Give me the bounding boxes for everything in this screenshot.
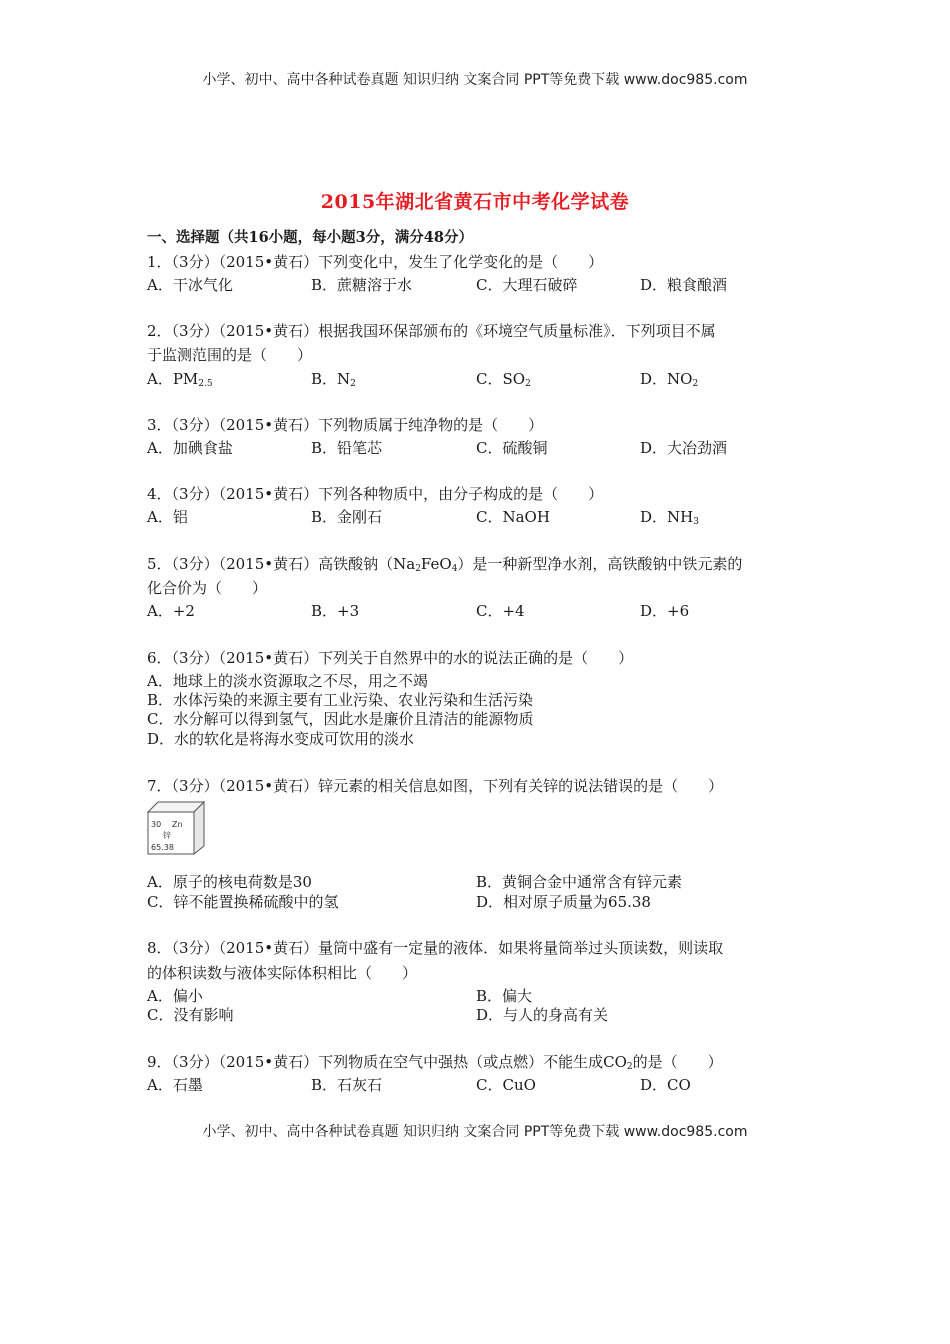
- q8-option-b: B．偏大: [476, 987, 533, 1005]
- q5-option-a: A．+2: [147, 602, 195, 620]
- q2-option-a: A．$PM_{2.5}$: [147, 370, 213, 389]
- q9-option-b: B．石灰石: [311, 1076, 383, 1094]
- q7-option-b: B．黄铜合金中通常含有锌元素: [476, 873, 683, 891]
- q2-option-b: B．$N_2$: [311, 370, 356, 389]
- question-5-stem-line1: 5．（3分）（2015•黄石）高铁酸钠$(Na_2FeO_4)$是一种新型净水剂，高铁酸钠中铁元素的: [147, 555, 743, 574]
- zinc-name: 锌: [163, 831, 171, 840]
- q4-option-c: C．NaOH: [476, 508, 550, 526]
- section-heading: 一、选择题（共16小题，每小题3分，满分48分）: [147, 229, 473, 246]
- q3-option-a: A．加碘食盐: [147, 439, 233, 457]
- q6-option-d: D．水的软化是将海水变成可饮用的淡水: [147, 730, 415, 748]
- q8-option-a: A．偏小: [147, 987, 203, 1005]
- question-4-stem: 4．（3分）（2015•黄石）下列各种物质中，由分子构成的是（ ）: [147, 485, 604, 503]
- q9-option-c: C．CuO: [476, 1076, 536, 1094]
- q6-option-a: A．地球上的淡水资源取之不尽，用之不竭: [147, 672, 428, 690]
- question-2-stem-line2: 于监测范围的是（ ）: [147, 346, 313, 364]
- question-1-stem: 1．（3分）（2015•黄石）下列变化中，发生了化学变化的是（ ）: [147, 253, 604, 271]
- question-8-stem-line2: 的体积读数与液体实际体积相比（ ）: [147, 964, 418, 982]
- q9-option-a: A．石墨: [147, 1076, 203, 1094]
- q7-option-c: C．锌不能置换稀硫酸中的氢: [147, 893, 339, 911]
- q3-option-b: B．铅笔芯: [311, 439, 383, 457]
- q8-option-c: C．没有影响: [147, 1006, 234, 1024]
- q5-option-d: D．+6: [640, 602, 690, 620]
- page-footer: 小学、初中、高中各种试卷真题 知识归纳 文案合同 PPT等免费下载 www.doc985.com: [202, 1124, 748, 1140]
- q1-option-d: D．粮食酿酒: [640, 276, 728, 294]
- question-5-stem-line2: 化合价为（ ）: [147, 579, 268, 597]
- q2-option-c: C．$SO_2$: [476, 370, 531, 389]
- q7-option-d: D．相对原子质量为65.38: [476, 893, 651, 911]
- q8-option-d: D．与人的身高有关: [476, 1006, 609, 1024]
- q1-option-c: C．大理石破碎: [476, 276, 578, 294]
- q4-option-d: D．$NH_3$: [640, 508, 699, 527]
- q1-option-a: A．干冰气化: [147, 276, 233, 294]
- q6-option-b: B．水体污染的来源主要有工业污染、农业污染和生活污染: [147, 691, 534, 709]
- question-3-stem: 3．（3分）（2015•黄石）下列物质属于纯净物的是（ ）: [147, 416, 544, 434]
- question-9-stem: 9．（3分）（2015•黄石）下列物质在空气中强热（或点燃）不能生成$CO_2$的是（ ）: [147, 1053, 723, 1072]
- q1-option-b: B．蔗糖溶于水: [311, 276, 413, 294]
- q5-option-c: C．+4: [476, 602, 525, 620]
- q3-option-d: D．大冶劲酒: [640, 439, 728, 457]
- q2-option-d: D．$NO_2$: [640, 370, 699, 389]
- question-6-stem: 6．（3分）（2015•黄石）下列关于自然界中的水的说法正确的是（ ）: [147, 649, 634, 667]
- zinc-element-figure: [146, 800, 206, 856]
- q9-option-d: D．CO: [640, 1076, 691, 1094]
- q4-option-b: B．金刚石: [311, 508, 383, 526]
- q7-option-a: A．原子的核电荷数是30: [147, 873, 312, 891]
- question-7-stem: 7．（3分）（2015•黄石）锌元素的相关信息如图，下列有关锌的说法错误的是（ ）: [147, 777, 724, 795]
- zinc-atomic-number: 30: [151, 820, 162, 829]
- question-8-stem-line1: 8．（3分）（2015•黄石）量筒中盛有一定量的液体．如果将量筒举过头顶读数，则读取: [147, 939, 724, 957]
- page-header: 小学、初中、高中各种试卷真题 知识归纳 文案合同 PPT等免费下载 www.doc985.com: [202, 72, 748, 88]
- q6-option-c: C．水分解可以得到氢气，因此水是廉价且清洁的能源物质: [147, 710, 534, 728]
- q4-option-a: A．铝: [147, 508, 188, 526]
- zinc-atomic-mass: 65.38: [151, 843, 174, 852]
- q5-option-b: B．+3: [311, 602, 360, 620]
- question-2-stem-line1: 2．（3分）（2015•黄石）根据我国环保部颁布的《环境空气质量标准》．下列项目不属: [147, 322, 716, 340]
- q3-option-c: C．硫酸铜: [476, 439, 548, 457]
- zinc-symbol: Zn: [172, 820, 183, 829]
- exam-title: 2015年湖北省黄石市中考化学试卷: [320, 191, 630, 213]
